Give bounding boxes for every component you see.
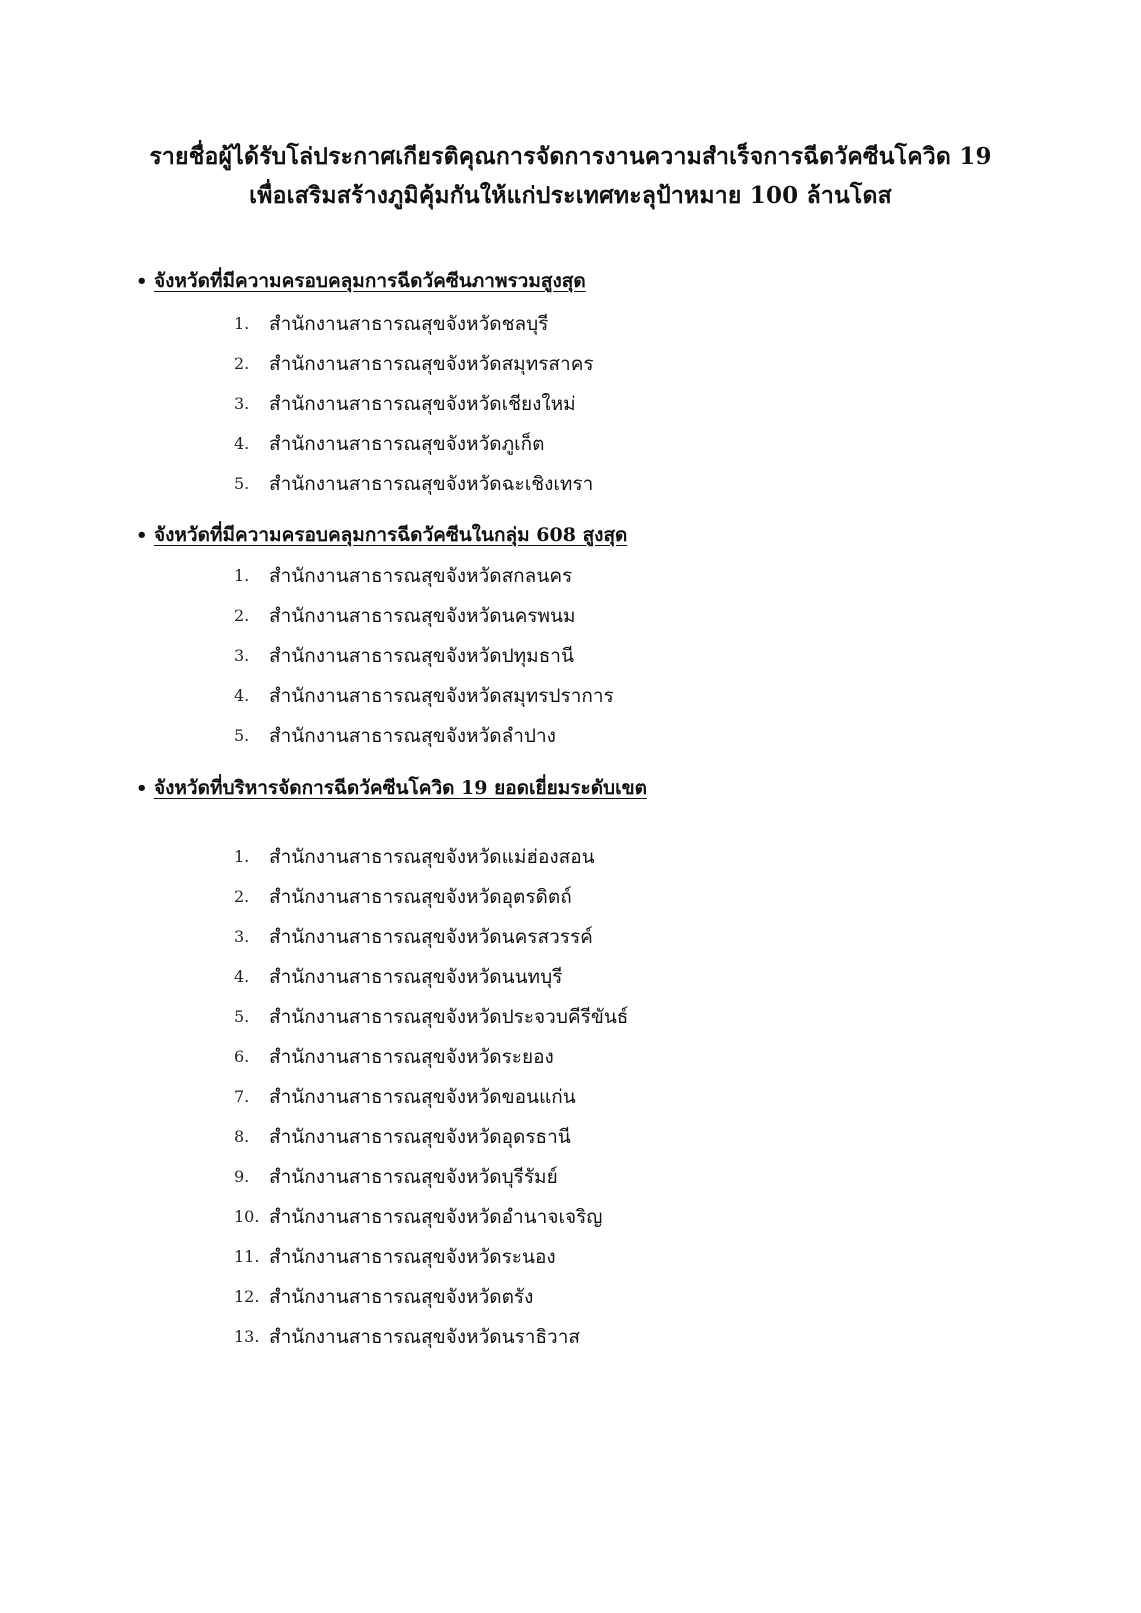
item-number: 13. <box>234 1327 260 1346</box>
list-item <box>136 304 1036 344</box>
section-heading-text: จังหวัดที่มีความครอบคลุมการฉีดวัคซีนในกลุ่ม 608 สูงสุด <box>154 524 628 546</box>
list-item <box>136 636 1036 676</box>
list-item <box>136 676 1036 716</box>
item-name: สำนักงานสาธารณสุขจังหวัดบุรีรัมย์ <box>269 1166 558 1188</box>
item-name: สำนักงานสาธารณสุขจังหวัดเชียงใหม่ <box>269 393 576 415</box>
list-item <box>136 1237 1036 1277</box>
province-list <box>136 304 1036 504</box>
item-number: 3. <box>234 927 250 946</box>
list-item <box>136 1077 1036 1117</box>
item-number: 12. <box>234 1287 260 1306</box>
list-item <box>136 1157 1036 1197</box>
item-number: 4. <box>234 967 250 986</box>
item-number: 2. <box>234 354 250 373</box>
item-number: 2. <box>234 887 250 906</box>
section-regional-excellence <box>136 775 1036 1357</box>
item-name: สำนักงานสาธารณสุขจังหวัดภูเก็ต <box>269 433 545 455</box>
item-name: สำนักงานสาธารณสุขจังหวัดชลบุรี <box>269 313 549 335</box>
list-item <box>136 556 1036 596</box>
list-item <box>136 596 1036 636</box>
item-number: 6. <box>234 1047 250 1066</box>
item-number: 1. <box>234 314 250 333</box>
item-name: สำนักงานสาธารณสุขจังหวัดลำปาง <box>269 725 556 747</box>
item-number: 8. <box>234 1127 250 1146</box>
list-item <box>136 344 1036 384</box>
bullet-icon: • <box>136 271 148 292</box>
section-608-coverage <box>136 522 1036 756</box>
list-item <box>136 997 1036 1037</box>
item-number: 1. <box>234 847 250 866</box>
item-name: สำนักงานสาธารณสุขจังหวัดประจวบคีรีขันธ์ <box>269 1006 629 1028</box>
section-heading-text: จังหวัดที่มีความครอบคลุมการฉีดวัคซีนภาพรวมสูงสุด <box>154 270 586 292</box>
item-name: สำนักงานสาธารณสุขจังหวัดสมุทรสาคร <box>269 353 594 375</box>
list-item <box>136 837 1036 877</box>
section-heading-text: จังหวัดที่บริหารจัดการฉีดวัคซีนโควิด 19 ยอดเยี่ยมระดับเขต <box>154 777 647 799</box>
item-name: สำนักงานสาธารณสุขจังหวัดสกลนคร <box>269 565 573 587</box>
item-name: สำนักงานสาธารณสุขจังหวัดอำนาจเจริญ <box>269 1206 603 1228</box>
list-item <box>136 384 1036 424</box>
list-item <box>136 957 1036 997</box>
section-heading <box>136 522 1036 548</box>
list-item <box>136 1197 1036 1237</box>
item-name: สำนักงานสาธารณสุขจังหวัดแม่ฮ่องสอน <box>269 846 595 868</box>
list-item <box>136 1277 1036 1317</box>
item-name: สำนักงานสาธารณสุขจังหวัดนครสวรรค์ <box>269 926 593 948</box>
item-number: 5. <box>234 474 250 493</box>
item-number: 4. <box>234 686 250 705</box>
list-item <box>136 1037 1036 1077</box>
item-number: 9. <box>234 1167 250 1186</box>
province-list <box>136 556 1036 756</box>
item-number: 3. <box>234 394 250 413</box>
section-heading <box>136 775 1036 801</box>
item-number: 4. <box>234 434 250 453</box>
item-number: 3. <box>234 646 250 665</box>
item-number: 11. <box>234 1247 260 1266</box>
item-number: 1. <box>234 566 250 585</box>
province-list <box>136 837 1036 1357</box>
item-name: สำนักงานสาธารณสุขจังหวัดขอนแก่น <box>269 1086 576 1108</box>
item-name: สำนักงานสาธารณสุขจังหวัดตรัง <box>269 1286 534 1308</box>
list-item <box>136 917 1036 957</box>
section-heading <box>136 268 1036 294</box>
item-number: 5. <box>234 1007 250 1026</box>
item-name: สำนักงานสาธารณสุขจังหวัดอุตรดิตถ์ <box>269 886 572 908</box>
section-overall-coverage <box>136 268 1036 504</box>
item-name: สำนักงานสาธารณสุขจังหวัดนนทบุรี <box>269 966 563 988</box>
item-name: สำนักงานสาธารณสุขจังหวัดนราธิวาส <box>269 1326 580 1348</box>
item-name: สำนักงานสาธารณสุขจังหวัดระยอง <box>269 1046 554 1068</box>
document-title-line-2: เพื่อเสริมสร้างภูมิคุ้มกันให้แก่ประเทศทะลุป้าหมาย 100 ล้านโดส <box>249 182 892 209</box>
list-item <box>136 464 1036 504</box>
item-name: สำนักงานสาธารณสุขจังหวัดฉะเชิงเทรา <box>269 473 594 495</box>
bullet-icon: • <box>136 525 148 546</box>
list-item <box>136 877 1036 917</box>
item-name: สำนักงานสาธารณสุขจังหวัดสมุทรปราการ <box>269 685 614 707</box>
item-name: สำนักงานสาธารณสุขจังหวัดปทุมธานี <box>269 645 574 667</box>
list-item <box>136 716 1036 756</box>
item-name: สำนักงานสาธารณสุขจังหวัดระนอง <box>269 1246 556 1268</box>
item-number: 10. <box>234 1207 260 1226</box>
bullet-icon: • <box>136 778 148 799</box>
document-title-line-1: รายชื่อผู้ได้รับโล่ประกาศเกียรติคุณการจัดการงานความสำเร็จการฉีดวัคซีนโควิด 19 <box>149 143 992 170</box>
list-item <box>136 424 1036 464</box>
item-number: 2. <box>234 606 250 625</box>
item-name: สำนักงานสาธารณสุขจังหวัดอุดรธานี <box>269 1126 571 1148</box>
item-name: สำนักงานสาธารณสุขจังหวัดนครพนม <box>269 605 576 627</box>
list-item <box>136 1317 1036 1357</box>
item-number: 7. <box>234 1087 250 1106</box>
list-item <box>136 1117 1036 1157</box>
item-number: 5. <box>234 726 250 745</box>
